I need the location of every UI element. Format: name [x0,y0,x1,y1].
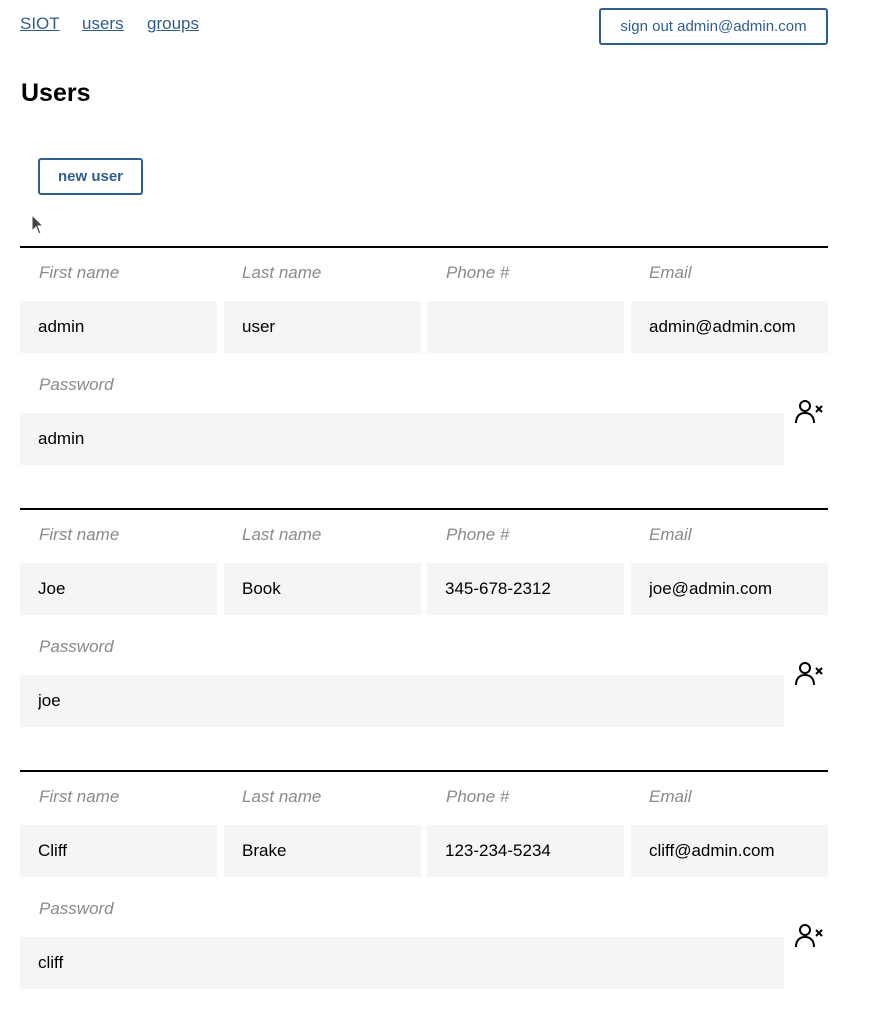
user-remove-icon[interactable] [794,922,824,950]
email-input[interactable] [631,563,828,615]
password-input[interactable] [20,675,784,727]
nav-link-siot[interactable]: SIOT [20,14,60,33]
user-card [20,508,828,750]
email-label: Email [649,525,692,544]
password-label: Password [39,637,114,656]
user-card [20,770,828,1012]
password-label: Password [39,899,114,918]
password-input[interactable] [20,937,784,989]
phone-label: Phone # [446,525,510,544]
new-user-button[interactable]: new user [38,158,143,195]
phone-input[interactable] [427,563,624,615]
phone-label: Phone # [446,787,510,806]
page-title: Users [21,79,91,107]
last-name-label: Last name [242,525,322,544]
password-input[interactable] [20,413,784,465]
nav-link-groups[interactable]: groups [147,14,199,33]
last-name-label: Last name [242,263,322,282]
email-input[interactable] [631,825,828,877]
user-remove-icon[interactable] [794,660,824,688]
last-name-input[interactable] [224,563,421,615]
first-name-label: First name [39,525,120,544]
phone-input[interactable] [427,825,624,877]
user-remove-icon[interactable] [794,398,824,426]
first-name-input[interactable] [20,825,217,877]
last-name-input[interactable] [224,301,421,353]
phone-label: Phone # [446,263,510,282]
first-name-label: First name [39,787,120,806]
phone-input[interactable] [427,301,624,353]
nav-link-users[interactable]: users [82,14,124,33]
sign-out-button[interactable]: sign out admin@admin.com [599,8,828,45]
first-name-label: First name [39,263,120,282]
first-name-input[interactable] [20,301,217,353]
email-label: Email [649,263,692,282]
first-name-input[interactable] [20,563,217,615]
email-label: Email [649,787,692,806]
mouse-cursor-icon [31,214,45,236]
email-input[interactable] [631,301,828,353]
user-card [20,246,828,488]
password-label: Password [39,375,114,394]
last-name-input[interactable] [224,825,421,877]
last-name-label: Last name [242,787,322,806]
